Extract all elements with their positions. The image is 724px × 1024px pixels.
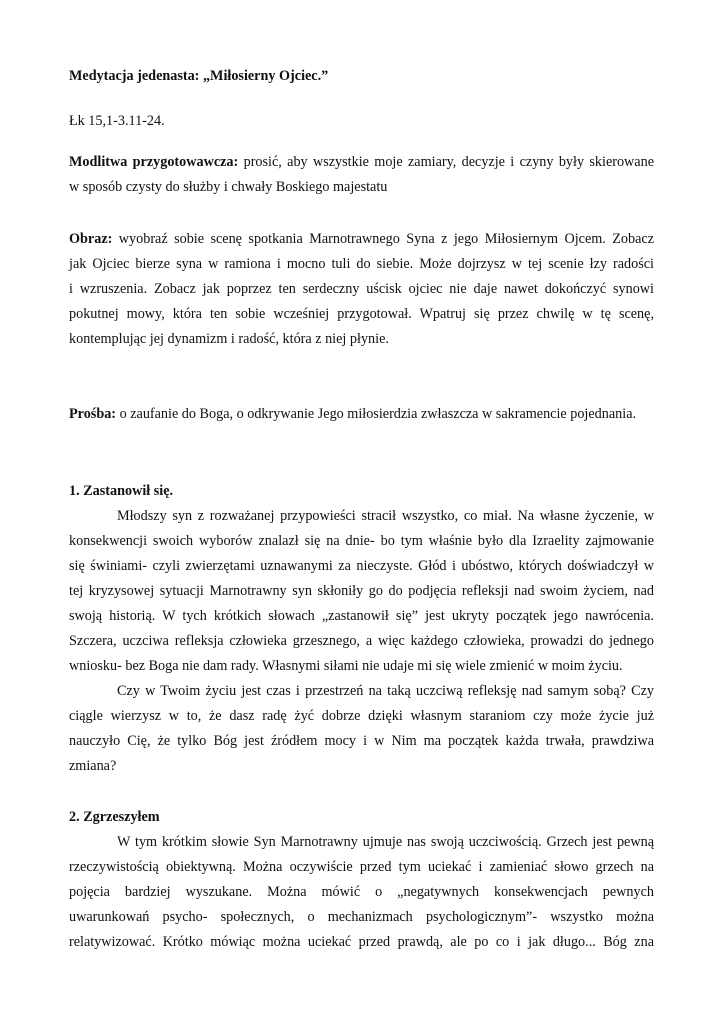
section1-line-9: ciągle wierzysz w to, że dasz radę żyć dobrze dzięki własnym staraniom czy może życie już (69, 708, 654, 724)
image-line-1: Obraz: wyobraź sobie scenę spotkania Marnotrawnego Syna z jego Miłosiernym Ojcem. Zobacz (69, 231, 655, 247)
section1-line-11: zmiana? (69, 758, 117, 774)
section2-line-5: relatywizować. Krótko mówiąc można uciekać przed prawdą, ale po co i jak długo... Bóg zna (69, 934, 654, 950)
section1-line-3: się świniami- czyli zwierzętami uznawanymi za nieczyste. Głód i ubóstwo, których doświadczył w (69, 558, 654, 574)
section2-line-4: uwarunkowań psycho- społecznych, o mechanizmach psychologicznym”- wszystko można (69, 909, 654, 925)
section1-line-1: Młodszy syn z rozważanej przypowieści stracił wszystko, co miał. Na własne życzenie, w (117, 508, 654, 524)
request-line: Prośba: o zaufanie do Boga, o odkrywanie Jego miłosierdzia zwłaszcza w sakramencie pojednania. (69, 406, 637, 422)
section1-line-8: Czy w Twoim życiu jest czas i przestrzeń na taką uczciwą refleksję nad samym sobą? Czy (117, 683, 654, 699)
section1-line-6: Szczera, uczciwa refleksja człowieka grzesznego, a więc każdego człowieka, prowadzi do jednego (69, 633, 654, 649)
image-line-5: kontemplując jej dynamizm i radość, która z niej płynie. (69, 331, 389, 347)
image-line-2: jak Ojciec bierze syna w ramiona i mocno tuli do siebie. Może dojrzysz w tej scenie łzy radości (69, 256, 654, 272)
section1-heading: 1. Zastanowił się. (69, 483, 174, 499)
image-line-4: pokutnej mowy, która ten sobie wcześniej przygotował. Wpatruj się przez chwilę w tę scenę, (69, 306, 654, 322)
scripture-reference: Łk 15,1-3.11-24. (69, 113, 165, 129)
section1-line-7: wniosku- bez Boga nie dam rady. Własnymi siłami nie udaje mi się wiele zmienić w moim życiu. (69, 658, 623, 674)
section1-line-10: nauczyło Cię, że tylko Bóg jest źródłem mocy i w Nim ma początek każda trwała, prawdziwa (69, 733, 654, 749)
section2-line-3: pojęcia bardziej wyszukane. Można mówić o „negatywnych konsekwencjach pewnych (69, 884, 654, 900)
prayer-line-1: Modlitwa przygotowawcza: prosić, aby wszystkie moje zamiary, decyzje i czyny były skierowane (69, 154, 654, 170)
section1-line-2: konsekwencji swoich wyborów znalazł się na dnie- bo tym właśnie było dla Izraelity zajmowanie (69, 533, 654, 549)
document-title: Medytacja jedenasta: „Miłosierny Ojciec.” (69, 68, 329, 84)
section2-heading: 2. Zgrzeszyłem (69, 809, 160, 825)
image-line-3: i wzruszenia. Zobacz jak poprzez ten serdeczny uścisk ojciec nie daje nawet dokończyć synowi (69, 281, 654, 297)
prayer-line-2: w sposób czysty do służby i chwały Boskiego majestatu (69, 179, 388, 195)
section1-line-4: tej kryzysowej sytuacji Marnotrawny syn skłoniły go do podjęcia refleksji nad swoim życiem, nad (69, 583, 654, 599)
section2-line-1: W tym krótkim słowie Syn Marnotrawny ujmuje nas swoją uczciwością. Grzech jest pewną (117, 834, 654, 850)
section1-line-5: swoją historią. W tych krótkich słowach „zastanowił się” jest ukryty początek jego nawrócenia. (69, 608, 654, 624)
section2-line-2: rzeczywistością obiektywną. Można oczywiście przed tym uciekać i zamieniać słowo grzech na (69, 859, 654, 875)
